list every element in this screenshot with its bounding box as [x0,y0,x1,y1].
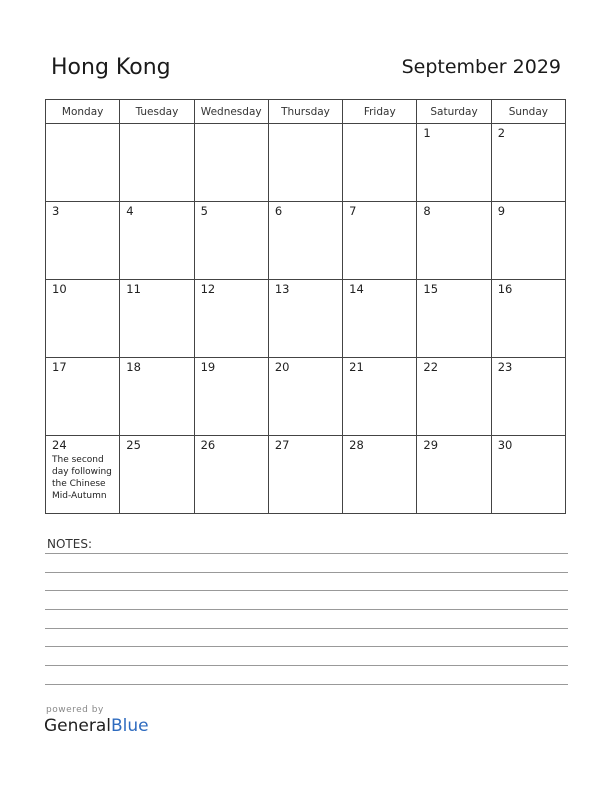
notes-label: NOTES: [47,537,92,551]
weekday-header: Sunday [491,100,565,124]
calendar-day-cell [491,436,565,514]
calendar-day-cell [194,358,268,436]
day-number: 27 [274,438,290,452]
holiday-label: The second day following the Chinese Mid-Autumn [52,455,112,501]
powered-by-text: powered by [46,705,104,715]
day-number: 22 [423,360,439,374]
calendar-day-cell [343,280,417,358]
calendar-week-row [46,358,566,436]
calendar-day-cell [268,358,342,436]
calendar-day-cell [46,280,120,358]
calendar-day-cell [46,124,120,202]
calendar-day-cell [120,436,194,514]
calendar-day-cell [194,436,268,514]
calendar-day-cell [268,202,342,280]
day-number: 16 [497,282,513,296]
calendar-day-cell [491,358,565,436]
day-number: 23 [497,360,513,374]
day-number: 28 [349,438,364,452]
day-number: 19 [200,360,216,374]
weekday-header-row [46,100,566,124]
calendar-day-cell [46,202,120,280]
day-number: 6 [274,204,283,218]
day-number [120,124,193,127]
day-number: 15 [423,282,439,296]
day-number: 7 [349,204,357,218]
notes-line [45,665,568,666]
day-number [195,124,268,127]
notes-line [45,572,568,573]
calendar-day-cell [120,280,194,358]
calendar-day-cell [343,202,417,280]
calendar-day-cell [417,124,491,202]
day-number [46,124,119,127]
calendar-month-title: September 2029 [401,56,561,78]
generalblue-logo[interactable] [44,716,149,736]
weekday-header: Wednesday [194,100,268,124]
calendar-week-row [46,436,566,514]
calendar-week-row [46,280,566,358]
notes-line [45,646,568,647]
calendar-day-cell [194,280,268,358]
notes-line [45,628,568,629]
calendar-day-cell [268,280,342,358]
calendar-day-cell [417,436,491,514]
day-number: 2 [497,126,506,140]
weekday-header: Friday [343,100,417,124]
day-number [269,124,342,127]
weekday-header: Tuesday [120,100,194,124]
day-number: 4 [126,204,134,218]
calendar-day-cell [491,202,565,280]
calendar-day-cell [343,124,417,202]
day-number: 1 [423,126,431,140]
day-number: 17 [52,360,67,374]
calendar-day-cell [491,124,565,202]
day-number: 5 [200,204,208,218]
day-number: 24 [52,438,67,452]
calendar-day-cell [268,124,342,202]
day-number: 13 [274,282,290,296]
day-number: 25 [126,438,141,452]
calendar-day-cell [46,358,120,436]
day-number: 11 [126,282,141,296]
day-number: 12 [200,282,216,296]
day-number: 29 [423,438,439,452]
calendar-day-cell [120,124,194,202]
calendar-day-cell [417,280,491,358]
day-number: 10 [52,282,67,296]
calendar-day-cell [120,358,194,436]
logo-blue-text: Blue [111,716,149,736]
calendar-week-row [46,202,566,280]
day-number: 21 [349,360,364,374]
day-number: 9 [497,204,506,218]
weekday-header: Saturday [417,100,491,124]
notes-line [45,684,568,685]
day-number: 20 [274,360,290,374]
notes-line [45,590,568,591]
day-number: 8 [423,204,431,218]
calendar-region-title: Hong Kong [51,55,171,80]
weekday-header: Thursday [268,100,342,124]
day-number [343,124,416,127]
calendar-day-cell [417,358,491,436]
day-number: 30 [497,438,513,452]
notes-line [45,609,568,610]
calendar-day-cell [46,436,120,514]
day-number: 3 [52,204,60,218]
calendar-day-cell [343,436,417,514]
calendar-day-cell [120,202,194,280]
calendar-day-cell [268,436,342,514]
calendar-day-cell [194,202,268,280]
day-number: 14 [349,282,364,296]
calendar-day-cell [194,124,268,202]
weekday-header: Monday [46,100,120,124]
calendar-grid [45,99,566,514]
calendar-day-cell [417,202,491,280]
day-number: 18 [126,360,141,374]
notes-line [45,553,568,554]
logo-general-text: General [44,716,111,736]
calendar-day-cell [491,280,565,358]
calendar-day-cell [343,358,417,436]
calendar-week-row [46,124,566,202]
day-number: 26 [200,438,216,452]
